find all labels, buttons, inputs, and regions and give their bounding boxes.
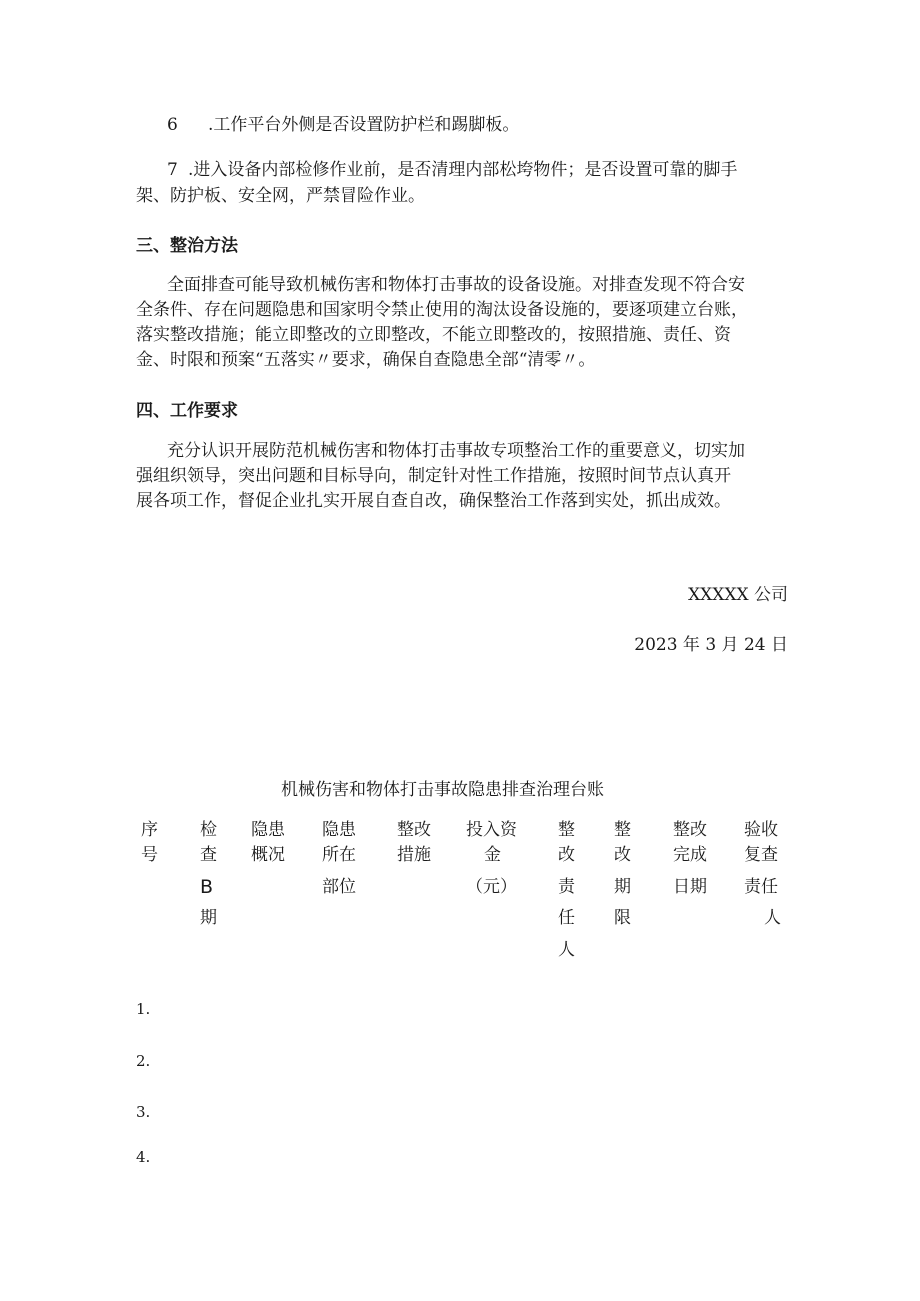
section-3-line-3: 落实整改措施；能立即整改的立即整改，不能立即整改的，按照措施、责任、资 <box>136 325 731 345</box>
signature-company: XXXXX 公司 <box>688 585 788 605</box>
header-responsible-4: 任 <box>558 908 575 928</box>
item-6-text: .工作平台外侧是否设置防护栏和踢脚板。 <box>208 115 520 135</box>
header-responsible-1: 整 <box>558 820 575 840</box>
header-responsible-5: 人 <box>558 940 575 960</box>
header-funds-1: 投入资 <box>466 820 517 840</box>
header-acceptance-4: 人 <box>764 908 781 928</box>
section-3-heading: 三、整治方法 <box>136 236 238 256</box>
header-funds-3: （元） <box>466 877 517 897</box>
item-6-number: 6 <box>167 115 178 135</box>
header-check-1: 检 <box>200 820 217 840</box>
header-check-4: 期 <box>200 908 217 928</box>
table-row: 4. <box>136 1148 151 1166</box>
section-4-line-3: 展各项工作，督促企业扎实开展自查自改，确保整治工作落到实处，抓出成效。 <box>136 491 731 511</box>
section-3-line-1: 全面排查可能导致机械伤害和物体打击事故的设备设施。对排查发现不符合安 <box>167 275 745 295</box>
item-7-line-1: .进入设备内部检修作业前，是否清理内部松垮物件；是否设置可靠的脚手 <box>188 160 738 180</box>
header-hazard-summary-1: 隐患 <box>251 820 285 840</box>
header-measures-1: 整改 <box>397 820 431 840</box>
header-check-2: 查 <box>200 845 217 865</box>
header-completion-3: 日期 <box>673 877 707 897</box>
header-acceptance-2: 复查 <box>744 845 778 865</box>
header-deadline-4: 限 <box>614 908 631 928</box>
section-4-heading: 四、工作要求 <box>136 401 238 421</box>
signature-date: 2023 年 3 月 24 日 <box>634 635 788 655</box>
header-acceptance-3: 责任 <box>744 877 778 897</box>
section-4-line-1: 充分认识开展防范机械伤害和物体打击事故专项整治工作的重要意义，切实加 <box>167 441 745 461</box>
table-row: 2. <box>136 1052 151 1070</box>
header-deadline-3: 期 <box>614 877 631 897</box>
header-serial-2: 号 <box>141 845 158 865</box>
table-row: 3. <box>136 1103 151 1121</box>
header-completion-1: 整改 <box>673 820 707 840</box>
header-deadline-2: 改 <box>614 845 631 865</box>
header-deadline-1: 整 <box>614 820 631 840</box>
header-serial-1: 序 <box>141 820 158 840</box>
item-7-number: 7 <box>167 160 178 180</box>
section-3-line-2: 全条件、存在问题隐患和国家明令禁止使用的淘汰设备设施的，要逐项建立台账， <box>136 300 748 320</box>
header-responsible-2: 改 <box>558 845 575 865</box>
header-acceptance-1: 验收 <box>744 820 778 840</box>
header-completion-2: 完成 <box>673 845 707 865</box>
header-measures-2: 措施 <box>397 845 431 865</box>
item-7-line-2: 架、防护板、安全网，严禁冒险作业。 <box>136 186 425 206</box>
section-4-line-2: 强组织领导，突出问题和目标导向，制定针对性工作措施，按照时间节点认真开 <box>136 466 731 486</box>
header-funds-2: 金 <box>484 845 501 865</box>
header-hazard-location-1: 隐患 <box>322 820 356 840</box>
section-3-line-4: 金、时限和预案“五落实〃要求，确保自查隐患全部“清零〃。 <box>136 350 596 370</box>
header-hazard-location-3: 部位 <box>322 877 356 897</box>
header-hazard-location-2: 所在 <box>322 845 356 865</box>
header-responsible-3: 责 <box>558 877 575 897</box>
header-hazard-summary-2: 概况 <box>251 845 285 865</box>
header-check-3: B <box>200 876 214 898</box>
table-row: 1. <box>136 1000 151 1018</box>
ledger-title: 机械伤害和物体打击事故隐患排查治理台账 <box>281 780 604 800</box>
